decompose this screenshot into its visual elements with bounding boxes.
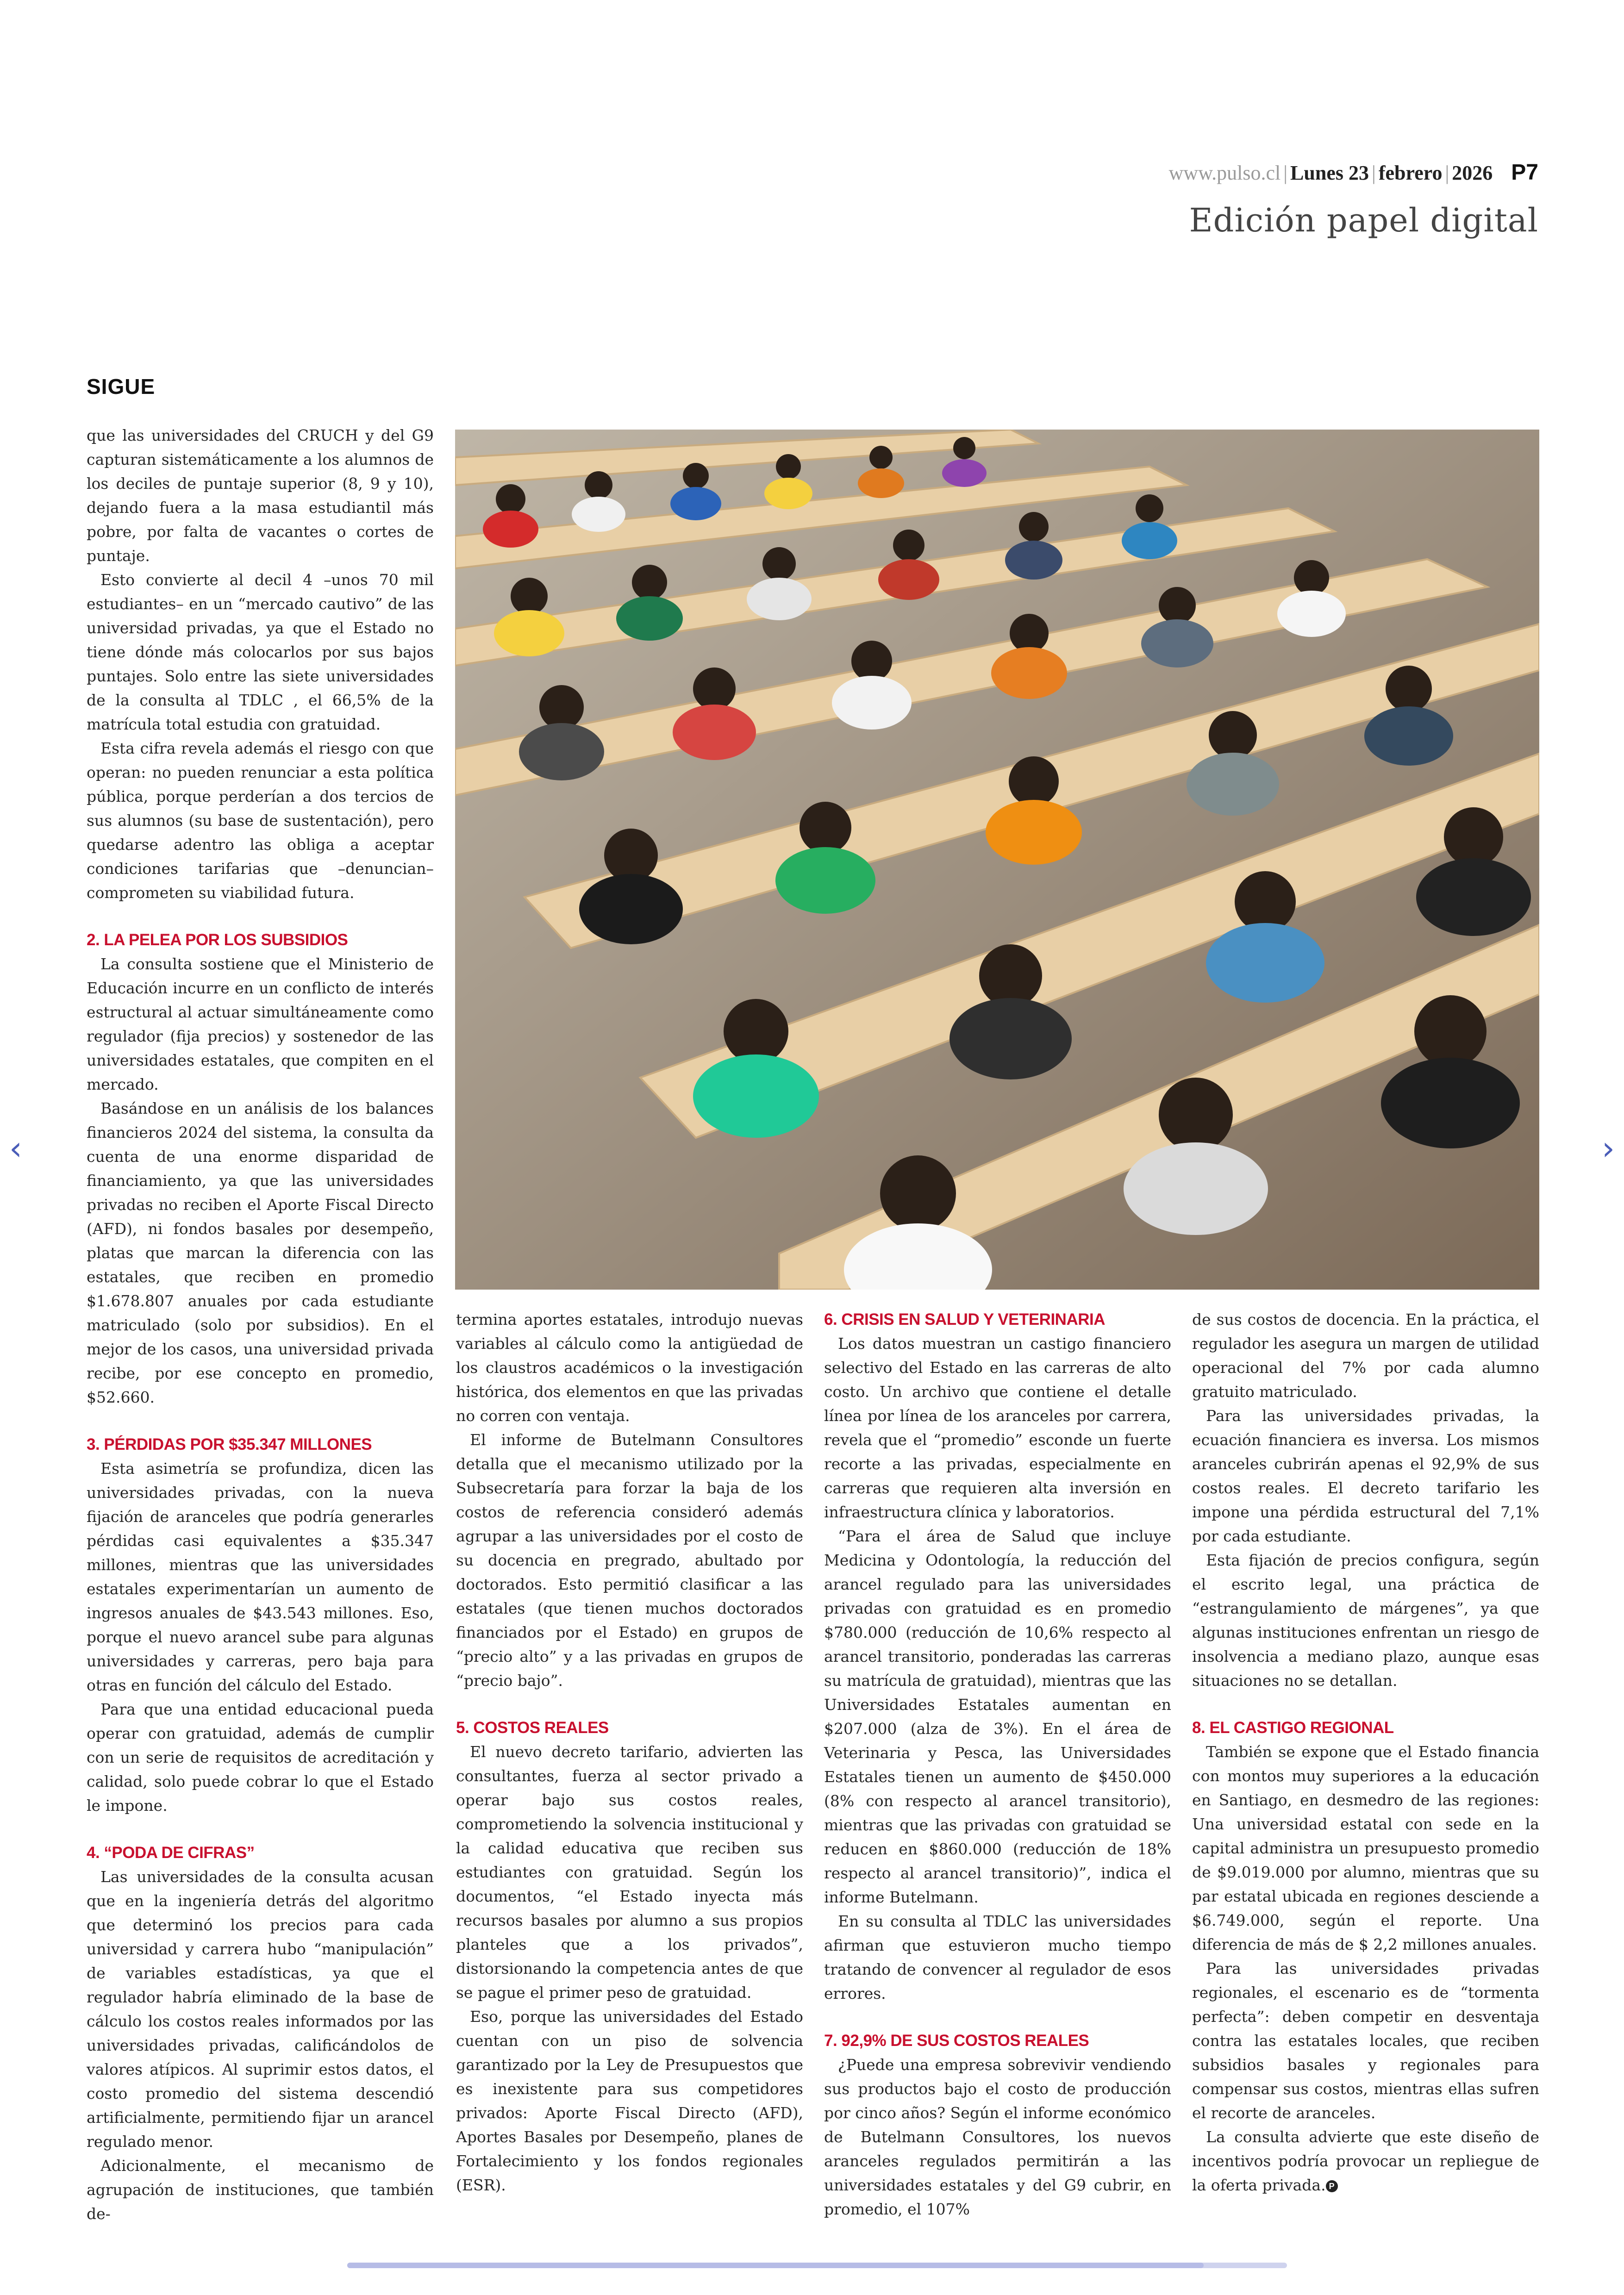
article-column-4	[1192, 1308, 1539, 2194]
horizontal-scrollbar[interactable]	[347, 2263, 1287, 2268]
paragraph: Esta fijación de precios configura, según el escrito legal, una práctica de “estrangulamiento de márgenes”, ya que algunas instituciones enfrentan un riesgo de insolvencia a mediano plazo, aunque esas situaciones no se detallan.	[1192, 1551, 1539, 1690]
paragraph: Esta asimetría se profundiza, dicen las universidades privadas, con la nueva fijación de aranceles que podría generarles pérdidas casi equivalentes a $35.347 millones, mientras que las universidades estatales experimentarían un aumento de ingresos anuales de $43.543 millones. Eso, porque el nuevo arancel sube para algunas universidades y carreras, pero baja para otras en función del cálculo del Estado.	[87, 1459, 434, 1694]
paragraph: Las universidades de la consulta acusan que en la ingeniería detrás del algoritmo que determinó los precios para cada universidad y carrera hubo “manipulación” de variables estadísticas, ya que el regulador habría eliminado de la base de cálculo los costos reales informados por las universidades privadas, calificándolos de valores atípicos. Al suprimir estos datos, el costo promedio del sistema descendió artificialmente, permitiendo fijar un arancel regulado menor.	[87, 1868, 434, 2151]
previous-page-icon[interactable]: ‹	[9, 1129, 22, 1167]
subheading-castigo-regional: 8. EL CASTIGO REGIONAL	[1192, 1719, 1394, 1737]
paragraph: Para las universidades privadas, la ecuación financiera es inversa. Los mismos aranceles cubrirán apenas el 92,9% de sus costos reales. El decreto tarifario les impone una pérdida estructural del 7,1% por cada estudiante.	[1192, 1407, 1539, 1545]
edition-label: Edición papel digital	[1189, 201, 1538, 239]
article-column-1	[87, 424, 434, 2223]
subheading-costos-porcentaje: 7. 92,9% DE SUS COSTOS REALES	[824, 2032, 1089, 2050]
subheading-subsidios: 2. LA PELEA POR LOS SUBSIDIOS	[87, 931, 348, 949]
paragraph: El informe de Butelmann Consultores detalla que el mecanismo utilizado por la Subsecretaría para forzar la baja de los costos de referencia consideró además agrupar a las universidades por el costo de su docencia en pregrado, abultado por doctorados. Esto permitió clasificar a las estatales (que tienen muchos doctorados financiados por el Estado) en grupos de “precio alto” y a las privadas en grupos de “precio bajo”.	[456, 1431, 803, 1690]
page-number: P7	[1511, 160, 1538, 185]
paragraph: Basándose en un análisis de los balances financieros 2024 del sistema, la consulta da cuenta de una enorme disparidad de financiamiento, ya que las universidades privadas no reciben el Aporte Fiscal Directo (AFD), ni fondos basales por desempeño, platas que marcan la diferencia con las estatales, que reciben en promedio $1.678.807 anuales por cada estudiante matriculado (solo por subsidios). En el mejor de los casos, una universidad privada recibe, por ese concepto en promedio, $52.660.	[87, 1099, 434, 1406]
paragraph: También se expone que el Estado financia con montos muy superiores a la educación en Santiago, en desmedro de las regiones: Una universidad estatal con sede en la capital administra un presupuesto promedio de $9.019.000 por alumno, mientras que su par estatal ubicada en regiones desciende a $6.749.000, según el reporte. Una diferencia de más de $ 2,2 millones anuales.	[1192, 1743, 1539, 1953]
paragraph: ¿Puede una empresa sobrevivir vendiendo sus productos bajo el costo de producción por cinco años? Según el informe económico de Butelmann Consultores, los nuevos aranceles regulados permitirán a las universidades estatales y del G9 cubrir, en promedio, el 107%	[824, 2056, 1171, 2218]
paragraph-text: La consulta advierte que este diseño de incentivos podría provocar un repliegue de la oferta privada.	[1192, 2128, 1539, 2194]
paragraph: Eso, porque las universidades del Estado cuentan con un piso de solvencia garantizado por la Ley de Presupuestos que es inexistente para sus competidores privados: Aporte Fiscal Directo (AFD), Aportes Basales por Desempeño, planes de Fortalecimiento y los fondos regionales (ESR).	[456, 2008, 803, 2194]
paragraph: Para las universidades privadas regionales, el escenario es de “tormenta perfecta”: deben competir en desventaja contra las estatales locales, que reciben subsidios basales y regionales para compensar sus costos, mientras ellas sufren el recorte de aranceles.	[1192, 1959, 1539, 2122]
date-day: Lunes 23	[1290, 162, 1369, 184]
paragraph: La consulta sostiene que el Ministerio de Educación incurre en un conflicto de interés estructural al actuar simultáneamente como regulador (fija precios) y sostenedor de las universidades estatales, que compiten en el mercado.	[87, 955, 434, 1093]
paragraph: Esta cifra revela además el riesgo con que operan: no pueden renunciar a esta política pública, porque perderían a dos tercios de sus alumnos (su base de sustentación), pero quedarse adentro las obliga a aceptar condiciones tarifarias que –denuncian– comprometen su viabilidad futura.	[87, 739, 434, 902]
site-url[interactable]: www.pulso.cl	[1168, 162, 1281, 184]
paragraph: de sus costos de docencia. En la práctica, el regulador les asegura un margen de utilidad operacional del 7% por cada alumno gratuito matriculado.	[1192, 1310, 1539, 1401]
end-of-article-icon: P	[1326, 2180, 1338, 2192]
article-column-2	[456, 1308, 803, 2194]
paragraph: El nuevo decreto tarifario, advierten las consultantes, fuerza al sector privado a operar bajo sus costos reales, comprometiendo la solvencia institucional y la calidad educativa que reciben sus estudiantes con gratuidad. Según los documentos, “el Estado inyecta más recursos basales por alumno a sus propios planteles que a los privados”, distorsionando la competencia antes de que se pague el primer peso de gratuidad.	[456, 1743, 803, 2002]
paragraph: termina aportes estatales, introdujo nuevas variables al cálculo como la antigüedad de los claustros académicos o la investigación histórica, dos elementos en que las privadas no corren con ventaja.	[456, 1310, 803, 1425]
date-year: 2026	[1452, 162, 1493, 184]
subheading-poda: 4. “PODA DE CIFRAS”	[87, 1844, 255, 1862]
paragraph: Para que una entidad educacional pueda operar con gratuidad, además de cumplir con un serie de requisitos de acreditación y calidad, solo puede cobrar lo que el Estado le impone.	[87, 1700, 434, 1815]
photo-illustration	[455, 430, 1539, 1290]
date-month: febrero	[1378, 162, 1443, 184]
paragraph: Esto convierte al decil 4 –unos 70 mil estudiantes– en un “mercado cautivo” de las universidad privadas, ya que el Estado no tiene dónde más colocarlos por sus bajos puntajes. Solo entre las siete universidades de la consulta al TDLC , el 66,5% de la matrícula total estudia con gratuidad.	[87, 571, 434, 733]
scrollbar-thumb[interactable]	[347, 2263, 1204, 2268]
subheading-costos-reales: 5. COSTOS REALES	[456, 1719, 609, 1737]
masthead	[1169, 160, 1538, 239]
paragraph: “Para el área de Salud que incluye Medicina y Odontología, la reducción del arancel regulado para las universidades privadas con gratuidad es en promedio $780.000 (reducción de 10,6% respecto al arancel transitorio, ponderadas las carreras su matrícula de gratuidad), mientras que las Universidades Estatales aumentan en $207.000 (alza de 3%). En el área de Veterinaria y Pesca, las Universidades Estatales tienen un aumento de $450.000 (8% con respecto al arancel transitorio), mientras que las privadas con gratuidad se reducen en $860.000 (reducción de 18% respecto al arancel transitorio)”, indica el informe Butelmann.	[824, 1527, 1171, 1906]
section-label: SIGUE	[87, 374, 156, 399]
paragraph: Adicionalmente, el mecanismo de agrupación de instituciones, que también de-	[87, 2157, 434, 2223]
article-column-3	[824, 1308, 1171, 2218]
paragraph: Los datos muestran un castigo financiero selectivo del Estado en las carreras de alto costo. Un archivo que contiene el detalle línea por línea de los aranceles por carrera, revela que el “promedio” esconde un fuerte recorte a las privadas, especialmente en carreras que requieren alta inversión en infraestructura clínica y laboratorios.	[824, 1335, 1171, 1521]
paragraph: que las universidades del CRUCH y del G9 capturan sistemáticamente a los alumnos de los deciles de puntaje superior (8, 9 y 10), dejando fuera a la masa estudiantil más pobre, por falta de vacantes o cortes de puntaje.	[87, 426, 434, 565]
subheading-salud-veterinaria: 6. CRISIS EN SALUD Y VETERINARIA	[824, 1310, 1105, 1328]
paragraph: En su consulta al TDLC las universidades afirman que estuvieron mucho tiempo tratando de convencer al regulador de esos errores.	[824, 1912, 1171, 2002]
paragraph	[1192, 2125, 1539, 2197]
subheading-perdidas: 3. PÉRDIDAS POR $35.347 MILLONES	[87, 1435, 372, 1453]
next-page-icon[interactable]: ›	[1602, 1129, 1615, 1167]
masthead-dateline: www.pulso.cl | Lunes 23 | febrero | 2026 P7	[1168, 160, 1538, 185]
lecture-hall-photo	[455, 430, 1539, 1290]
